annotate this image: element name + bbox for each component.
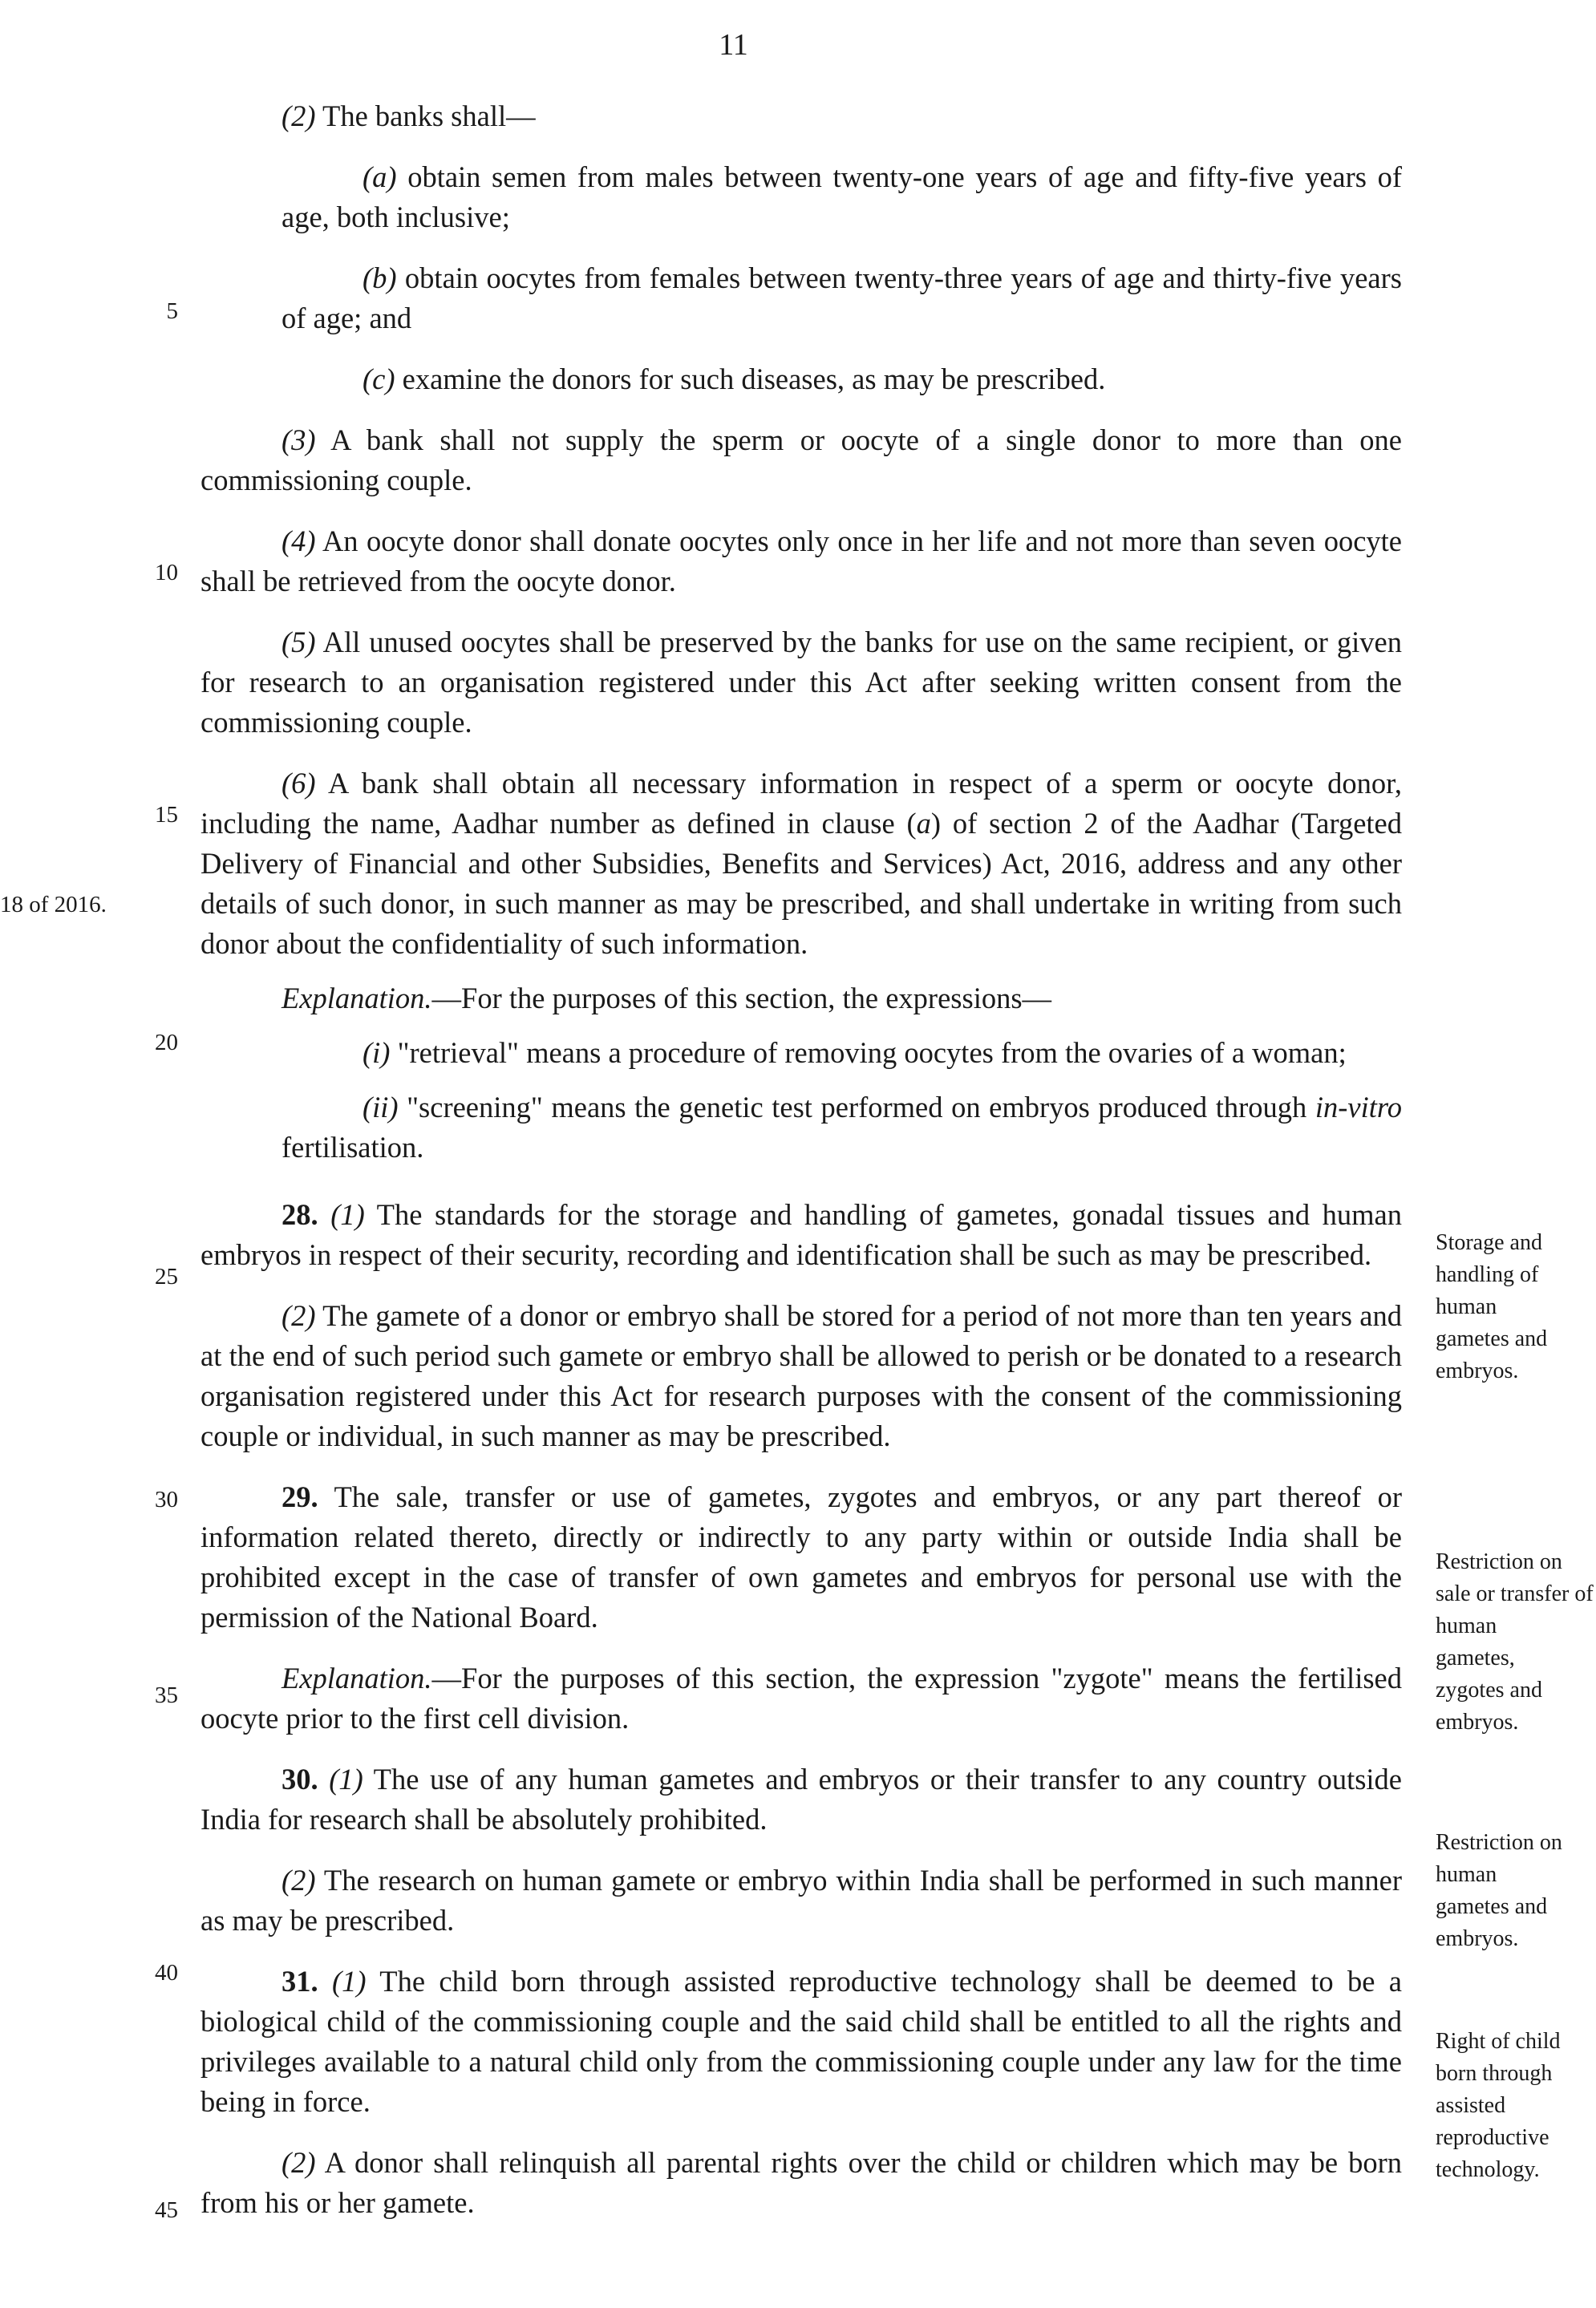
line-number: 35	[155, 1682, 178, 1708]
paragraph: (a) obtain semen from males between twenty-one years of age and fifty-five years of age, both inclusive;	[282, 160, 1402, 233]
line-number: 20	[155, 1030, 178, 1055]
paragraph: (3) A bank shall not supply the sperm or oocyte of a single donor to more than one commissioning couple.	[201, 423, 1402, 496]
margin-note-section-29: Restriction on sale or transfer of human gametes, zygotes and embryos.	[1436, 1549, 1594, 1735]
paragraph: (i) "retrieval" means a procedure of removing oocytes from the ovaries of a woman;	[363, 1036, 1347, 1069]
line-number: 25	[155, 1264, 178, 1290]
section-30: 30. (1) The use of any human gametes and embryos or their transfer to any country outside India for research shall be absolutely prohibited.	[201, 1763, 1403, 1836]
paragraph: (2) The banks shall—	[282, 99, 536, 132]
explanation: Explanation.—For the purposes of this section, the expressions—	[282, 982, 1052, 1014]
paragraph: (b) obtain oocytes from females between twenty-three years of age and thirty-five years of age; and	[282, 261, 1402, 334]
section-28: 28. (1) The standards for the storage and handling of gametes, gonadal tissues and human embryos in respect of their security, recording and identification shall be such as may be prescribed.	[201, 1198, 1402, 1271]
page-number: 11	[719, 28, 748, 62]
line-number: 40	[155, 1960, 178, 1986]
paragraph: (ii) "screening" means the genetic test performed on embryos produced through in-vitro fertilisation.	[282, 1091, 1402, 1164]
document-body	[201, 96, 1402, 2223]
paragraph: (2) The gamete of a donor or embryo shall be stored for a period of not more than ten years and at the end of such period such gamete or embryo shall be allowed to perish or be donated to a research organisation registered under this Act for research purposes with the consent of the commissioning couple or individual, in such manner as may be prescribed.	[201, 1299, 1402, 1452]
line-number: 45	[155, 2197, 178, 2223]
line-number: 15	[155, 802, 178, 828]
paragraph: (c) examine the donors for such diseases, as may be prescribed.	[363, 362, 1106, 395]
section-29: 29. The sale, transfer or use of gametes, zygotes and embryos, or any part thereof or information related thereto, directly or indirectly to any party within or outside India shall be prohibited except in the case of transfer of own gametes and embryos for personal use with the permission of the National Board.	[201, 1480, 1402, 1634]
margin-note-section-30: Restriction on human gametes and embryos.	[1436, 1830, 1562, 1951]
paragraph: (4) An oocyte donor shall donate oocytes only once in her life and not more than seven oocyte shall be retrieved from the oocyte donor.	[201, 524, 1402, 597]
paragraph: (2) The research on human gamete or embryo within India shall be performed in such manner as may be prescribed.	[201, 1864, 1402, 1937]
margin-note-section-28: Storage and handling of human gametes and embryos.	[1436, 1230, 1548, 1383]
section-31: 31. (1) The child born through assisted reproductive technology shall be deemed to be a biological child of the commissioning couple and the said child shall be entitled to all the rights and privileges available to a natural child only from the commissioning couple under any law for the time being in force.	[201, 1965, 1402, 2118]
line-number: 30	[155, 1487, 178, 1512]
margin-note-section-31: Right of child born through assisted reproductive technology.	[1436, 2029, 1561, 2182]
paragraph: (6) A bank shall obtain all necessary information in respect of a sperm or oocyte donor, including the name, Aadhar number as defined in clause (a) of section 2 of the Aadhar (Targeted Delivery of Financial and other Subsidies, Benefits and Services) Act, 2016, address and any other details of such donor, in such manner as may be prescribed, and shall undertake in writing from such donor about the confidentiality of such information.	[201, 767, 1402, 960]
line-number: 10	[155, 560, 178, 585]
paragraph: (5) All unused oocytes shall be preserved by the banks for use on the same recipient, or given for research to an organisation registered under this Act after seeking written consent from the commissioning couple.	[201, 626, 1402, 739]
explanation: Explanation.—For the purposes of this section, the expression "zygote" means the fertilised oocyte prior to the first cell division.	[201, 1662, 1402, 1735]
paragraph: (2) A donor shall relinquish all parental rights over the child or children which may be born from his or her gamete.	[201, 2146, 1402, 2219]
act-citation-note: 18 of 2016.	[0, 892, 107, 917]
line-number: 5	[166, 298, 178, 324]
